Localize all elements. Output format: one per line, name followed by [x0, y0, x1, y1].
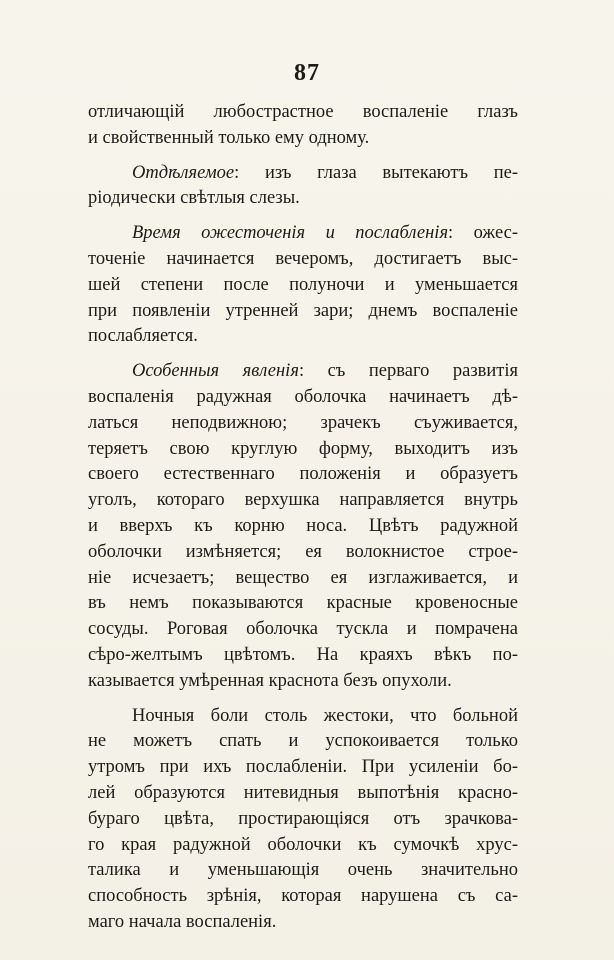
text-line: латься неподвижною; зрачекъ съуживается,: [88, 412, 518, 433]
text-line: уголъ, котораго верхушка направляется внутрь: [88, 490, 518, 511]
text-line: ріодически свѣтлыя слезы.: [88, 188, 300, 209]
text-line: способность зрѣнія, которая нарушена съ са-: [88, 886, 518, 907]
paragraph-continuation: [88, 100, 518, 152]
text-line: [88, 161, 518, 187]
text-line: при появленіи утренней зари; днемъ воспаленіе: [88, 300, 518, 321]
text-line: оболочки измѣняется; ея волокнистое строе-: [88, 541, 518, 562]
text-line: точеніе начинается вечеромъ, достигаетъ выс-: [88, 248, 518, 269]
page-number: 87: [294, 60, 320, 86]
paragraph-symptoms: [88, 359, 518, 694]
text-line: послабляется.: [88, 326, 198, 347]
text-line: лей образуются нитевидныя выпотѣнія красно-: [88, 782, 518, 803]
text-line: бураго цвѣта, простирающіяся отъ зрачкова-: [88, 808, 518, 829]
text-line: сѣро-желтымъ цвѣтомъ. На краяхъ вѣкъ по-: [88, 644, 518, 665]
text-line: шей степени после полуночи и уменьшается: [88, 274, 518, 295]
paragraph-night-pains: [88, 704, 518, 936]
section-term: Отдѣляемое: [132, 162, 235, 183]
text-line: [88, 359, 518, 385]
text-fragment: : изъ глаза вытекаютъ пе-: [234, 162, 518, 183]
text-line: воспаленія радужная оболочка начинаетъ дѣ-: [88, 386, 518, 407]
text-line: ніе исчезаетъ; вещество ея изглаживается, и: [88, 567, 518, 588]
text-line: талика и уменьшающія очень значительно: [88, 860, 518, 881]
text-fragment: : ожес-: [448, 223, 518, 244]
text-line: маго начала воспаленія.: [88, 911, 277, 932]
text-line: казывается умѣренная краснота безъ опухоли.: [88, 670, 452, 691]
text-line: Ночныя боли столь жестоки, что больной: [132, 705, 518, 726]
text-line: и свойственный только ему одному.: [88, 127, 370, 148]
text-line: въ немъ показываются красные кровеносные: [88, 593, 518, 614]
section-term: Особенныя явленія: [132, 361, 299, 382]
text-line: теряетъ свою круглую форму, выходитъ изъ: [88, 438, 518, 459]
text-line: своего естественнаго положенія и образуетъ: [88, 464, 518, 485]
text-line: сосуды. Роговая оболочка тускла и помрачена: [88, 619, 518, 640]
text-line: не можетъ спать и успокоивается только: [88, 731, 518, 752]
text-line: [88, 221, 518, 247]
paragraph-discharge: [88, 161, 518, 213]
text-line: и вверхъ къ корню носа. Цвѣтъ радужной: [88, 515, 518, 536]
text-line: го края радужной оболочки къ сумочкѣ хрус-: [88, 834, 518, 855]
text-line: отличающій любострастное воспаленіе глазъ: [88, 102, 518, 122]
text-fragment: : съ перваго развитія: [298, 361, 519, 382]
body-text: [88, 100, 518, 936]
text-line: утромъ при ихъ послабленіи. При усиленіи бо-: [88, 757, 518, 778]
section-term: Время ожесточенія и послабленія: [132, 223, 449, 244]
paragraph-exacerbation: [88, 221, 518, 350]
